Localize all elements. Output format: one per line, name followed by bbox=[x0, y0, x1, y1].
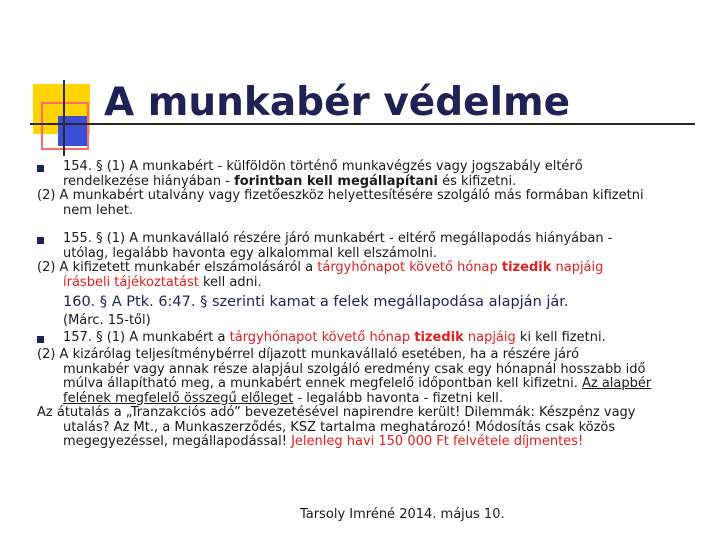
s154-text: rendelkezése hiányában - bbox=[63, 173, 235, 189]
s155-tizedik: tizedik bbox=[501, 260, 552, 275]
s154-line3: (2) A munkabért utalvány vagy fizetőeszköz helyettesítésére szolgáló más formában kifizetni bbox=[37, 188, 644, 203]
s157-underlined-2: felének megfelelő összegű előleget bbox=[63, 390, 294, 406]
s154-emphasis: forintban kell megállapítani bbox=[234, 173, 438, 189]
atutalas-text: megegyezéssel, megállapodással! bbox=[63, 434, 292, 449]
s157-red-text: tárgyhónapot követő hónap bbox=[229, 329, 415, 345]
atutalas-line2: utalás? Az Mt., a Munkaszerződés, KSZ tartalma meghatározó! Módosítás csak közös bbox=[63, 419, 616, 435]
slide-body bbox=[37, 160, 692, 450]
s155-line2: utólag, legalább havonta egy alkalommal kell elszámolni. bbox=[63, 245, 438, 261]
s157-text: múlva állapítható meg, a munkabért ennek megfelelő időpontban kell kifizetni. bbox=[63, 376, 582, 391]
s157-napjaig: napjáig bbox=[463, 329, 516, 345]
s157-underlined: Az alapbér bbox=[581, 376, 652, 391]
section-154 bbox=[37, 160, 692, 175]
s157-text-end: ki kell fizetni. bbox=[515, 329, 606, 345]
s155-line3 bbox=[37, 261, 692, 276]
s155-text-end: kell adni. bbox=[198, 274, 262, 290]
s155-text: (2) A kifizetett munkabér elszámolásáról a bbox=[37, 260, 318, 275]
s155-red-text: tárgyhónapot követő hónap bbox=[317, 260, 502, 275]
decor-red-outline-square bbox=[41, 102, 89, 150]
bullet-icon bbox=[37, 237, 44, 244]
bullet-icon bbox=[37, 165, 44, 172]
atutalas-line3 bbox=[37, 435, 692, 450]
s155-line1: 155. § (1) A munkavállaló részére járó munkabért - eltérő megállapodás hiányában - bbox=[63, 231, 613, 246]
section-155 bbox=[37, 232, 692, 247]
page-title: A munkabér védelme bbox=[104, 80, 571, 125]
s154-line4: nem lehet. bbox=[63, 202, 134, 218]
s157-text: 157. § (1) A munkabért a bbox=[63, 329, 230, 345]
s154-text-end: és kifizetni. bbox=[438, 173, 517, 189]
s157-line2: (2) A kizárólag teljesítménybérrel díjazott munkavállaló esetében, ha a részére járó bbox=[37, 347, 580, 362]
footer-author-date: Tarsoly Imréné 2014. május 10. bbox=[300, 507, 505, 522]
s157-line3: munkabér vagy annak része alapjául szolgáló eredmény csak egy hónapnál hosszabb idő bbox=[63, 361, 646, 377]
decor-vertical-line bbox=[63, 80, 65, 156]
marc-note: (Márc. 15-től) bbox=[63, 313, 151, 328]
s155-napjaig: napjáig bbox=[551, 260, 604, 275]
atutalas-red-text: Jelenleg havi 150 000 Ft felvétele díjmentes! bbox=[291, 434, 584, 449]
section-157 bbox=[37, 331, 692, 346]
s157-line5 bbox=[37, 392, 692, 407]
s155-line4 bbox=[37, 276, 692, 291]
s157-line4 bbox=[37, 377, 692, 392]
s160-line: 160. § A Ptk. 6:47. § szerinti kamat a felek megállapodása alapján jár. bbox=[63, 294, 569, 310]
s154-line1: 154. § (1) A munkabért - külföldön történő munkavégzés vagy jogszabály eltérő bbox=[63, 159, 583, 174]
atutalas-line1: Az átutalás a „Tranzakciós adó” bevezetésével napirendre került! Dilemmák: Készpénz vagy bbox=[37, 405, 636, 420]
s154-line2 bbox=[37, 175, 692, 190]
s157-tizedik: tizedik bbox=[414, 329, 464, 345]
s157-text-end: - legalább havonta - fizetni kell. bbox=[293, 390, 503, 406]
bullet-icon bbox=[37, 336, 44, 343]
s155-tajekoztatas: írásbeli tájékoztatást bbox=[63, 274, 199, 290]
